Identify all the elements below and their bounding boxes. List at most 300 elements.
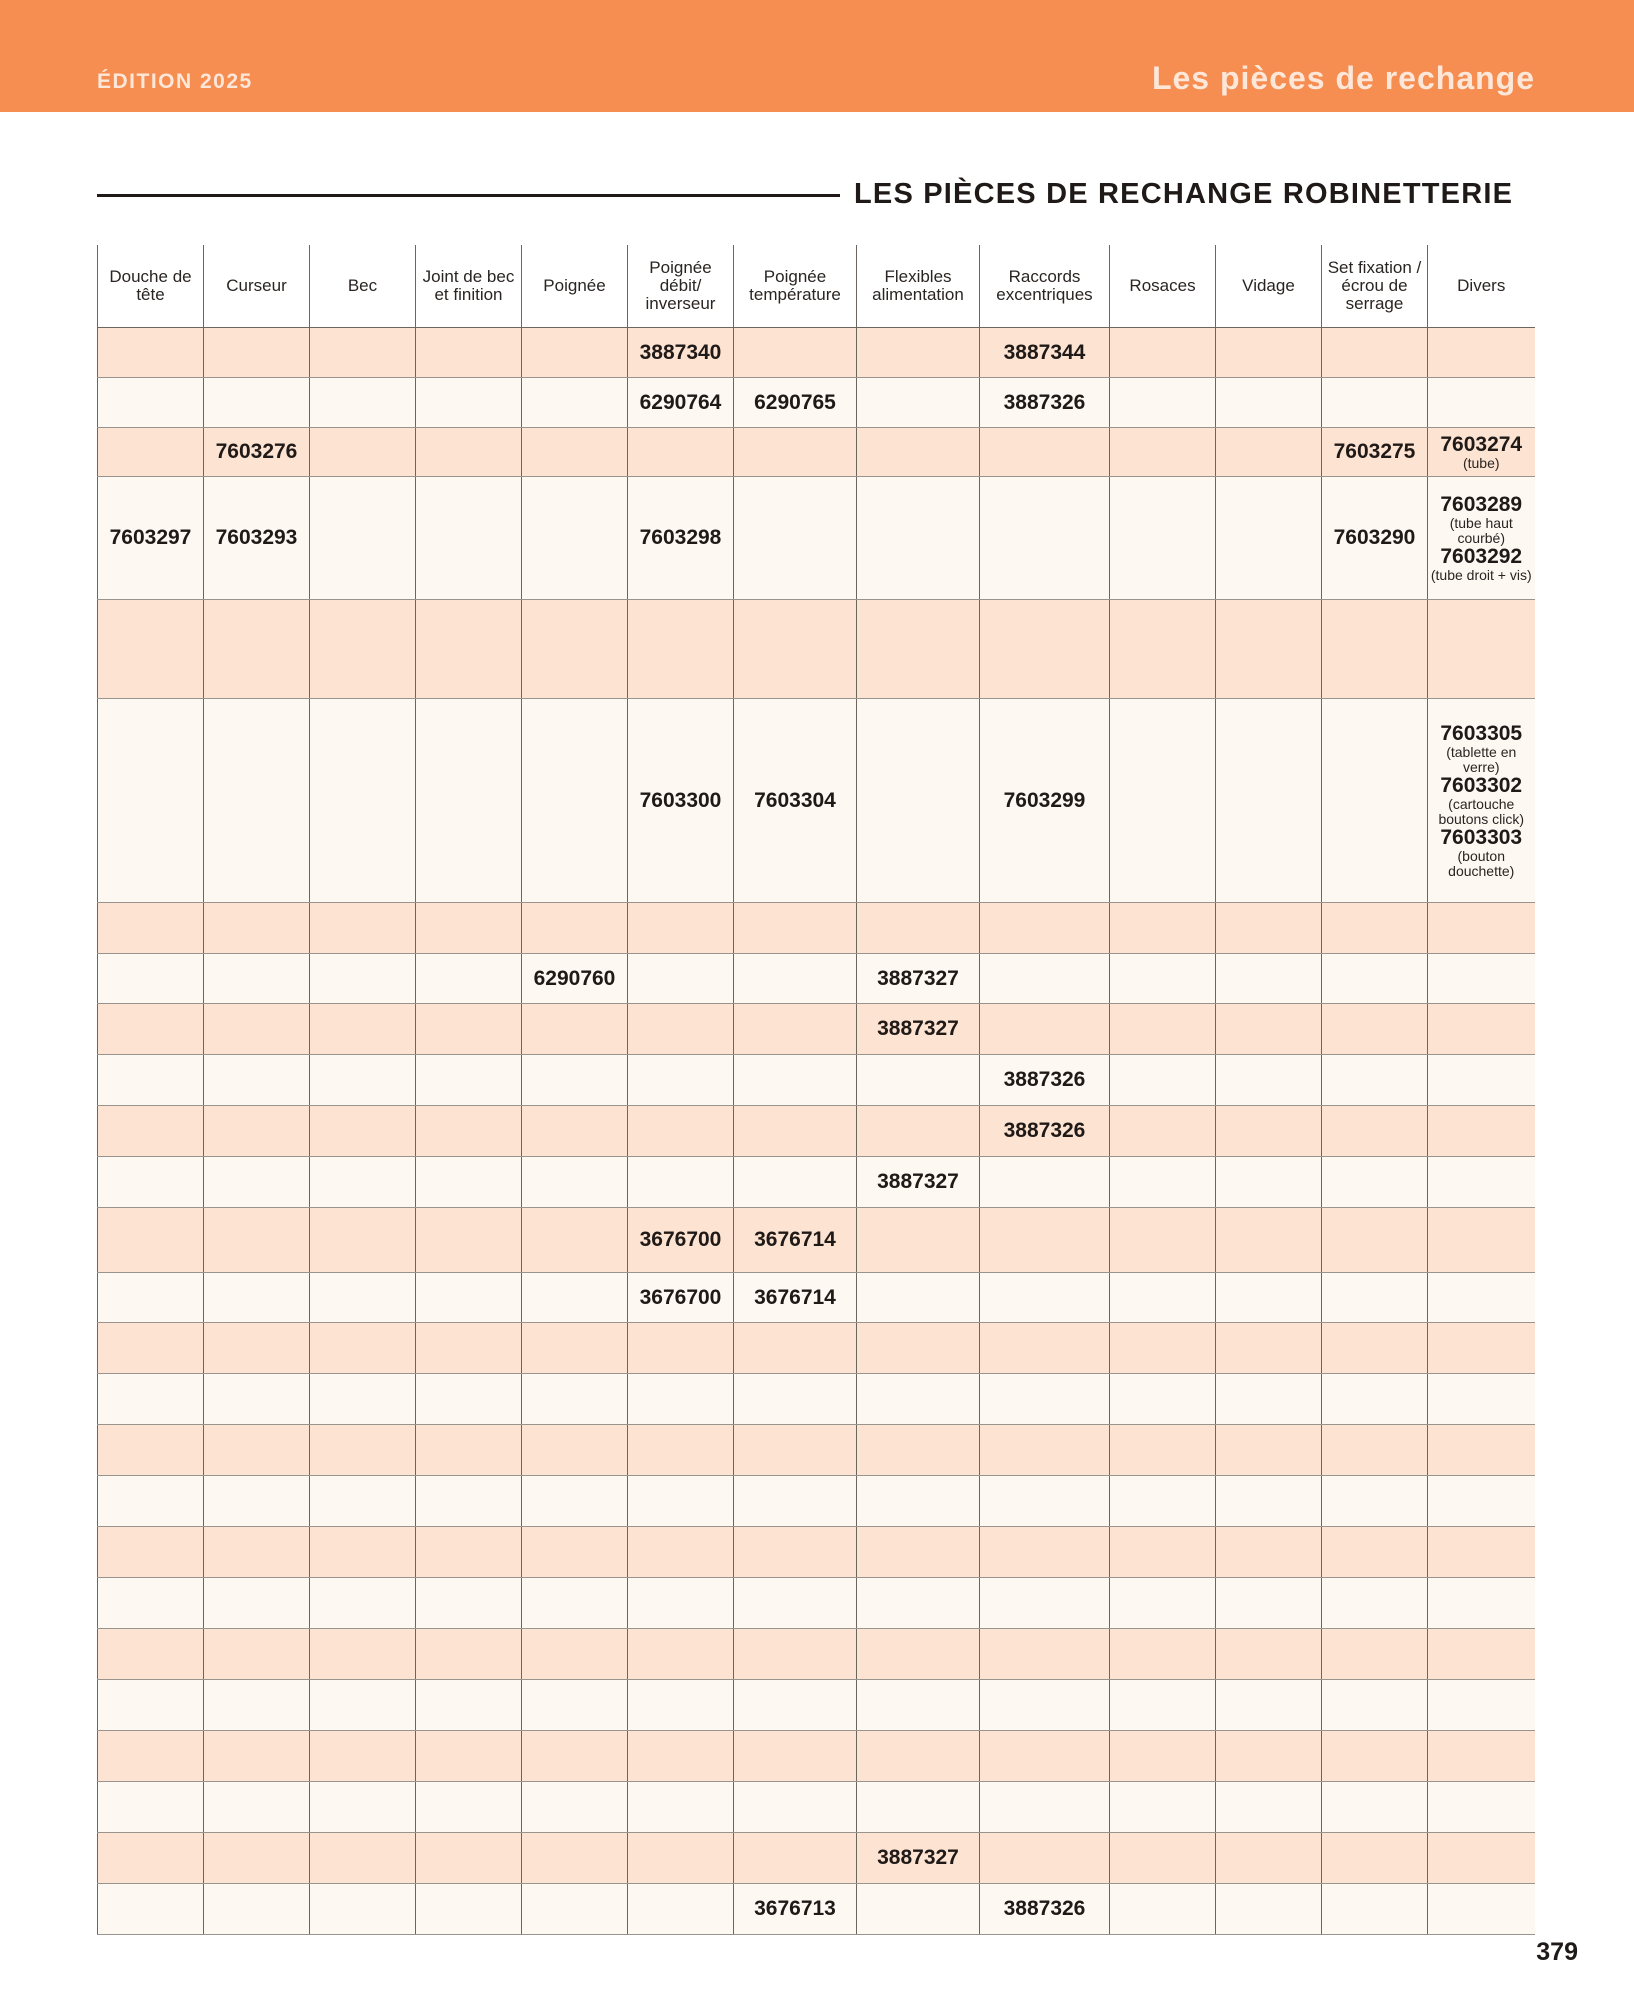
table-cell bbox=[416, 1833, 522, 1884]
table-cell bbox=[857, 1374, 980, 1425]
part-code: 3887326 bbox=[1003, 1068, 1086, 1091]
table-cell bbox=[1110, 1055, 1216, 1106]
table-cell bbox=[522, 428, 628, 477]
table-cell bbox=[1110, 1731, 1216, 1782]
table-cell bbox=[1428, 1833, 1535, 1884]
table-cell bbox=[980, 1476, 1110, 1527]
table-cell bbox=[522, 699, 628, 903]
table-cell bbox=[310, 378, 416, 428]
table-cell bbox=[204, 1782, 310, 1833]
table-cell bbox=[1428, 1425, 1535, 1476]
table-cell bbox=[1110, 903, 1216, 954]
table-cell bbox=[1110, 378, 1216, 428]
table-row bbox=[98, 1527, 1535, 1578]
table-cell bbox=[98, 378, 204, 428]
part-code: 7603298 bbox=[639, 526, 722, 549]
table-cell bbox=[1110, 600, 1216, 699]
table-cell bbox=[98, 1782, 204, 1833]
table-cell bbox=[1216, 1004, 1322, 1055]
table-cell bbox=[734, 954, 857, 1004]
table-cell bbox=[98, 1680, 204, 1731]
table-cell bbox=[522, 1833, 628, 1884]
table-cell bbox=[857, 1476, 980, 1527]
table-cell bbox=[980, 1106, 1110, 1157]
part-code: 3887327 bbox=[877, 1017, 959, 1040]
table-cell bbox=[98, 1629, 204, 1680]
table-cell bbox=[980, 1374, 1110, 1425]
table-cell bbox=[310, 1273, 416, 1323]
table-cell bbox=[857, 1157, 980, 1208]
table-cell bbox=[980, 1208, 1110, 1273]
table-row bbox=[98, 903, 1535, 954]
table-cell bbox=[1216, 1578, 1322, 1629]
table-cell bbox=[1428, 954, 1535, 1004]
table-cell bbox=[416, 1731, 522, 1782]
spare-parts-table bbox=[97, 245, 1535, 1935]
table-row bbox=[98, 1629, 1535, 1680]
table-cell bbox=[980, 428, 1110, 477]
table-cell bbox=[98, 1527, 204, 1578]
part-code: 3887327 bbox=[877, 1170, 959, 1193]
table-cell bbox=[857, 1004, 980, 1055]
table-cell bbox=[734, 428, 857, 477]
table-cell bbox=[1322, 1884, 1428, 1935]
table-cell bbox=[628, 954, 734, 1004]
table-cell bbox=[1322, 699, 1428, 903]
part-code: 7603275 bbox=[1333, 440, 1416, 463]
table-cell bbox=[98, 903, 204, 954]
table-cell bbox=[857, 1833, 980, 1884]
table-cell bbox=[310, 954, 416, 1004]
table-row bbox=[98, 1782, 1535, 1833]
table-cell bbox=[980, 600, 1110, 699]
table-cell bbox=[734, 1578, 857, 1629]
table-cell bbox=[310, 1004, 416, 1055]
table-row bbox=[98, 1004, 1535, 1055]
table-cell bbox=[1110, 954, 1216, 1004]
part-code: 7603299 bbox=[1003, 788, 1086, 812]
table-cell bbox=[1322, 1629, 1428, 1680]
table-cell bbox=[310, 903, 416, 954]
header-bar bbox=[0, 0, 1634, 112]
table-cell bbox=[1322, 1680, 1428, 1731]
table-cell bbox=[1216, 1680, 1322, 1731]
table-cell bbox=[1216, 1106, 1322, 1157]
table-cell bbox=[98, 1208, 204, 1273]
part-code: 3676700 bbox=[639, 1228, 722, 1251]
table-cell bbox=[857, 1527, 980, 1578]
table-cell bbox=[734, 1208, 857, 1273]
table-cell bbox=[416, 1106, 522, 1157]
table-row bbox=[98, 1884, 1535, 1935]
table-cell bbox=[1216, 428, 1322, 477]
table-cell bbox=[980, 699, 1110, 903]
table-cell bbox=[204, 428, 310, 477]
table-cell bbox=[980, 1782, 1110, 1833]
table-cell bbox=[980, 1527, 1110, 1578]
table-cell bbox=[522, 1208, 628, 1273]
part-code: 7603276 bbox=[215, 440, 298, 463]
table-cell bbox=[1110, 1273, 1216, 1323]
table-cell bbox=[857, 1680, 980, 1731]
table-cell bbox=[204, 1578, 310, 1629]
table-cell bbox=[628, 1680, 734, 1731]
table-cell bbox=[522, 1273, 628, 1323]
table-cell bbox=[522, 1782, 628, 1833]
table-cell bbox=[522, 1527, 628, 1578]
table-cell bbox=[857, 428, 980, 477]
table-cell bbox=[310, 428, 416, 477]
table-cell bbox=[628, 328, 734, 378]
table-cell bbox=[734, 378, 857, 428]
table-cell bbox=[1428, 477, 1535, 600]
part-code: 6290760 bbox=[533, 966, 616, 990]
table-cell bbox=[1110, 1106, 1216, 1157]
table-cell bbox=[310, 1208, 416, 1273]
table-cell bbox=[1216, 1208, 1322, 1273]
table-cell bbox=[1216, 1527, 1322, 1578]
table-cell bbox=[734, 1680, 857, 1731]
part-note: (tablette en verre) bbox=[1446, 743, 1517, 775]
table-cell bbox=[980, 1629, 1110, 1680]
table-cell bbox=[980, 1273, 1110, 1323]
table-cell bbox=[204, 1004, 310, 1055]
table-cell bbox=[522, 1106, 628, 1157]
table-cell bbox=[1110, 1527, 1216, 1578]
table-row bbox=[98, 1425, 1535, 1476]
table-cell bbox=[416, 1884, 522, 1935]
table-cell bbox=[416, 477, 522, 600]
table-cell bbox=[416, 1578, 522, 1629]
table-cell bbox=[857, 477, 980, 600]
table-cell bbox=[522, 1680, 628, 1731]
table-cell bbox=[1428, 1680, 1535, 1731]
table-cell bbox=[1428, 378, 1535, 428]
table-cell bbox=[1110, 477, 1216, 600]
table-cell bbox=[1216, 903, 1322, 954]
table-cell bbox=[628, 1273, 734, 1323]
table-cell bbox=[416, 954, 522, 1004]
table-cell bbox=[734, 600, 857, 699]
table-cell bbox=[628, 1323, 734, 1374]
table-cell bbox=[980, 1731, 1110, 1782]
table-cell bbox=[1322, 954, 1428, 1004]
part-code: 3676714 bbox=[754, 1228, 836, 1251]
table-cell bbox=[628, 903, 734, 954]
table-cell bbox=[628, 1425, 734, 1476]
table-cell bbox=[1322, 1476, 1428, 1527]
table-cell bbox=[1110, 1374, 1216, 1425]
table-cell bbox=[1110, 1578, 1216, 1629]
table-cell bbox=[734, 1476, 857, 1527]
table-cell bbox=[204, 1273, 310, 1323]
table-cell bbox=[310, 328, 416, 378]
table-cell bbox=[1110, 1425, 1216, 1476]
table-cell bbox=[1216, 1731, 1322, 1782]
table-cell bbox=[522, 1323, 628, 1374]
table-row bbox=[98, 1731, 1535, 1782]
table-cell bbox=[1428, 1273, 1535, 1323]
part-note: (bouton douchette) bbox=[1448, 847, 1515, 879]
table-cell bbox=[522, 477, 628, 600]
table-cell bbox=[1322, 903, 1428, 954]
table-cell bbox=[734, 1629, 857, 1680]
part-note: (tube droit + vis) bbox=[1430, 566, 1532, 583]
table-cell bbox=[416, 1527, 522, 1578]
page-title: LES PIÈCES DE RECHANGE ROBINETTERIE bbox=[854, 178, 1514, 210]
table-cell bbox=[734, 1425, 857, 1476]
title-rule bbox=[97, 194, 840, 197]
page-number: 379 bbox=[1536, 1938, 1578, 1966]
table-row bbox=[98, 1106, 1535, 1157]
part-code: 6290765 bbox=[754, 390, 836, 414]
table-row bbox=[98, 1055, 1535, 1106]
table-cell bbox=[1428, 1374, 1535, 1425]
table-cell bbox=[980, 1157, 1110, 1208]
table-cell bbox=[310, 1629, 416, 1680]
table-cell bbox=[734, 1731, 857, 1782]
table-cell bbox=[416, 1782, 522, 1833]
table-cell bbox=[416, 1273, 522, 1323]
table-cell bbox=[1322, 1731, 1428, 1782]
table-cell bbox=[628, 600, 734, 699]
table-cell bbox=[980, 1833, 1110, 1884]
part-code: 3676713 bbox=[754, 1897, 836, 1920]
table-cell bbox=[1322, 428, 1428, 477]
table-row bbox=[98, 1273, 1535, 1323]
table-cell bbox=[1428, 1527, 1535, 1578]
table-row bbox=[98, 378, 1535, 428]
table-cell bbox=[1216, 1629, 1322, 1680]
table-cell bbox=[628, 428, 734, 477]
table-cell bbox=[980, 378, 1110, 428]
table-cell bbox=[1110, 1004, 1216, 1055]
part-note: (cartouche boutons click) bbox=[1438, 795, 1525, 827]
column-header: Divers bbox=[1428, 245, 1535, 328]
table-cell bbox=[1322, 1157, 1428, 1208]
table-cell bbox=[310, 600, 416, 699]
column-header: Set fixation /écrou de serrage bbox=[1322, 245, 1428, 328]
table-cell bbox=[522, 1476, 628, 1527]
table-cell bbox=[1428, 1208, 1535, 1273]
table-cell bbox=[1428, 1157, 1535, 1208]
table-cell bbox=[522, 378, 628, 428]
table-cell bbox=[857, 1629, 980, 1680]
table-cell bbox=[204, 1680, 310, 1731]
table-cell bbox=[734, 903, 857, 954]
table-cell bbox=[522, 903, 628, 954]
part-code: 7603302 bbox=[1440, 773, 1523, 797]
table-cell bbox=[204, 1731, 310, 1782]
table-cell bbox=[734, 1055, 857, 1106]
table-cell bbox=[734, 1106, 857, 1157]
column-header: Poignée température bbox=[734, 245, 857, 328]
part-code: 6290764 bbox=[639, 390, 722, 414]
table-cell bbox=[857, 378, 980, 428]
table-cell bbox=[310, 1782, 416, 1833]
table-cell bbox=[857, 1055, 980, 1106]
table-cell bbox=[204, 600, 310, 699]
table-cell bbox=[310, 1680, 416, 1731]
table-cell bbox=[1428, 428, 1535, 477]
table-cell bbox=[1216, 1055, 1322, 1106]
table-cell bbox=[1428, 328, 1535, 378]
table-cell bbox=[522, 328, 628, 378]
table-cell bbox=[98, 1425, 204, 1476]
table-cell bbox=[98, 1323, 204, 1374]
table-header bbox=[98, 245, 1535, 328]
table-cell bbox=[1428, 1629, 1535, 1680]
table-cell bbox=[98, 328, 204, 378]
table-cell bbox=[1322, 1374, 1428, 1425]
table-cell bbox=[416, 903, 522, 954]
table-cell bbox=[1322, 1004, 1428, 1055]
table-cell bbox=[1428, 600, 1535, 699]
part-code: 3887326 bbox=[1003, 1119, 1086, 1142]
table-cell bbox=[628, 1833, 734, 1884]
table-cell bbox=[204, 378, 310, 428]
part-code: 7603290 bbox=[1333, 526, 1416, 549]
table-cell bbox=[416, 1374, 522, 1425]
table-cell bbox=[416, 1476, 522, 1527]
table-cell bbox=[1322, 1782, 1428, 1833]
part-code: 7603297 bbox=[109, 526, 192, 549]
table-cell bbox=[1216, 954, 1322, 1004]
table-cell bbox=[1322, 1578, 1428, 1629]
table-cell bbox=[1110, 1833, 1216, 1884]
table-row bbox=[98, 1578, 1535, 1629]
table-cell bbox=[204, 1527, 310, 1578]
table-cell bbox=[1110, 1629, 1216, 1680]
table-cell bbox=[1322, 1208, 1428, 1273]
table-cell bbox=[310, 1476, 416, 1527]
table-cell bbox=[1322, 328, 1428, 378]
table-cell bbox=[204, 699, 310, 903]
table-cell bbox=[522, 1425, 628, 1476]
table-cell bbox=[628, 1782, 734, 1833]
table-cell bbox=[310, 477, 416, 600]
table-cell bbox=[416, 328, 522, 378]
section-title: Les pièces de rechange bbox=[1151, 60, 1535, 96]
table-cell bbox=[310, 1106, 416, 1157]
table-cell bbox=[1322, 1527, 1428, 1578]
table-cell bbox=[1110, 1680, 1216, 1731]
table-cell bbox=[980, 1425, 1110, 1476]
table-cell bbox=[628, 378, 734, 428]
table-cell bbox=[734, 477, 857, 600]
table-cell bbox=[628, 1731, 734, 1782]
table-cell bbox=[204, 954, 310, 1004]
table-cell bbox=[98, 954, 204, 1004]
table-cell bbox=[204, 1833, 310, 1884]
table-cell bbox=[1428, 1106, 1535, 1157]
table-cell bbox=[734, 328, 857, 378]
column-header: Douche de tête bbox=[98, 245, 204, 328]
table-cell bbox=[1322, 1106, 1428, 1157]
table-cell bbox=[628, 1374, 734, 1425]
table-cell bbox=[1110, 1884, 1216, 1935]
table-cell bbox=[857, 903, 980, 954]
table-row bbox=[98, 428, 1535, 477]
table-cell bbox=[310, 1833, 416, 1884]
table-cell bbox=[310, 1055, 416, 1106]
table-cell bbox=[1216, 328, 1322, 378]
table-cell bbox=[310, 1323, 416, 1374]
table-cell bbox=[980, 1055, 1110, 1106]
table-cell bbox=[1322, 600, 1428, 699]
table-cell bbox=[980, 903, 1110, 954]
table-cell bbox=[204, 903, 310, 954]
part-code: 7603303 bbox=[1440, 825, 1523, 849]
table-cell bbox=[1428, 699, 1535, 903]
table-cell bbox=[980, 1680, 1110, 1731]
table-cell bbox=[98, 1004, 204, 1055]
table-row bbox=[98, 1374, 1535, 1425]
table-cell bbox=[522, 1374, 628, 1425]
table-cell bbox=[204, 1374, 310, 1425]
table-cell bbox=[857, 600, 980, 699]
part-code: 3887340 bbox=[639, 340, 722, 364]
column-header: Vidage bbox=[1216, 245, 1322, 328]
table-cell bbox=[1322, 378, 1428, 428]
table-cell bbox=[416, 1680, 522, 1731]
table-cell bbox=[1428, 1004, 1535, 1055]
table-cell bbox=[1110, 1323, 1216, 1374]
table-cell bbox=[628, 1476, 734, 1527]
table-cell bbox=[1322, 1425, 1428, 1476]
table-cell bbox=[310, 1578, 416, 1629]
table-cell bbox=[522, 1629, 628, 1680]
table-cell bbox=[204, 328, 310, 378]
table-cell bbox=[416, 699, 522, 903]
table-cell bbox=[204, 1323, 310, 1374]
table-cell bbox=[628, 1578, 734, 1629]
table-cell bbox=[522, 1157, 628, 1208]
table-cell bbox=[980, 954, 1110, 1004]
table-cell bbox=[416, 1425, 522, 1476]
table-cell bbox=[522, 1004, 628, 1055]
table-cell bbox=[1110, 1476, 1216, 1527]
table-cell bbox=[734, 1004, 857, 1055]
table-cell bbox=[98, 477, 204, 600]
table-cell bbox=[1110, 428, 1216, 477]
table-cell bbox=[310, 1527, 416, 1578]
table-cell bbox=[98, 1273, 204, 1323]
table-cell bbox=[980, 1323, 1110, 1374]
column-header: Joint de bec et finition bbox=[416, 245, 522, 328]
table-cell bbox=[1322, 1833, 1428, 1884]
table-cell bbox=[522, 1884, 628, 1935]
table-cell bbox=[98, 699, 204, 903]
table-cell bbox=[1428, 1731, 1535, 1782]
table-cell bbox=[1428, 1055, 1535, 1106]
part-code: 7603274 bbox=[1440, 432, 1523, 456]
table-cell bbox=[980, 477, 1110, 600]
table-cell bbox=[98, 1884, 204, 1935]
table-cell bbox=[734, 1884, 857, 1935]
table-cell bbox=[1216, 1833, 1322, 1884]
table-cell bbox=[980, 1578, 1110, 1629]
table-row bbox=[98, 954, 1535, 1004]
table-cell bbox=[857, 1273, 980, 1323]
table-cell bbox=[416, 428, 522, 477]
table-row bbox=[98, 477, 1535, 600]
table-cell bbox=[1216, 699, 1322, 903]
table-cell bbox=[1216, 1782, 1322, 1833]
table-row bbox=[98, 1157, 1535, 1208]
part-code: 3676700 bbox=[639, 1285, 722, 1309]
table-cell bbox=[204, 1884, 310, 1935]
